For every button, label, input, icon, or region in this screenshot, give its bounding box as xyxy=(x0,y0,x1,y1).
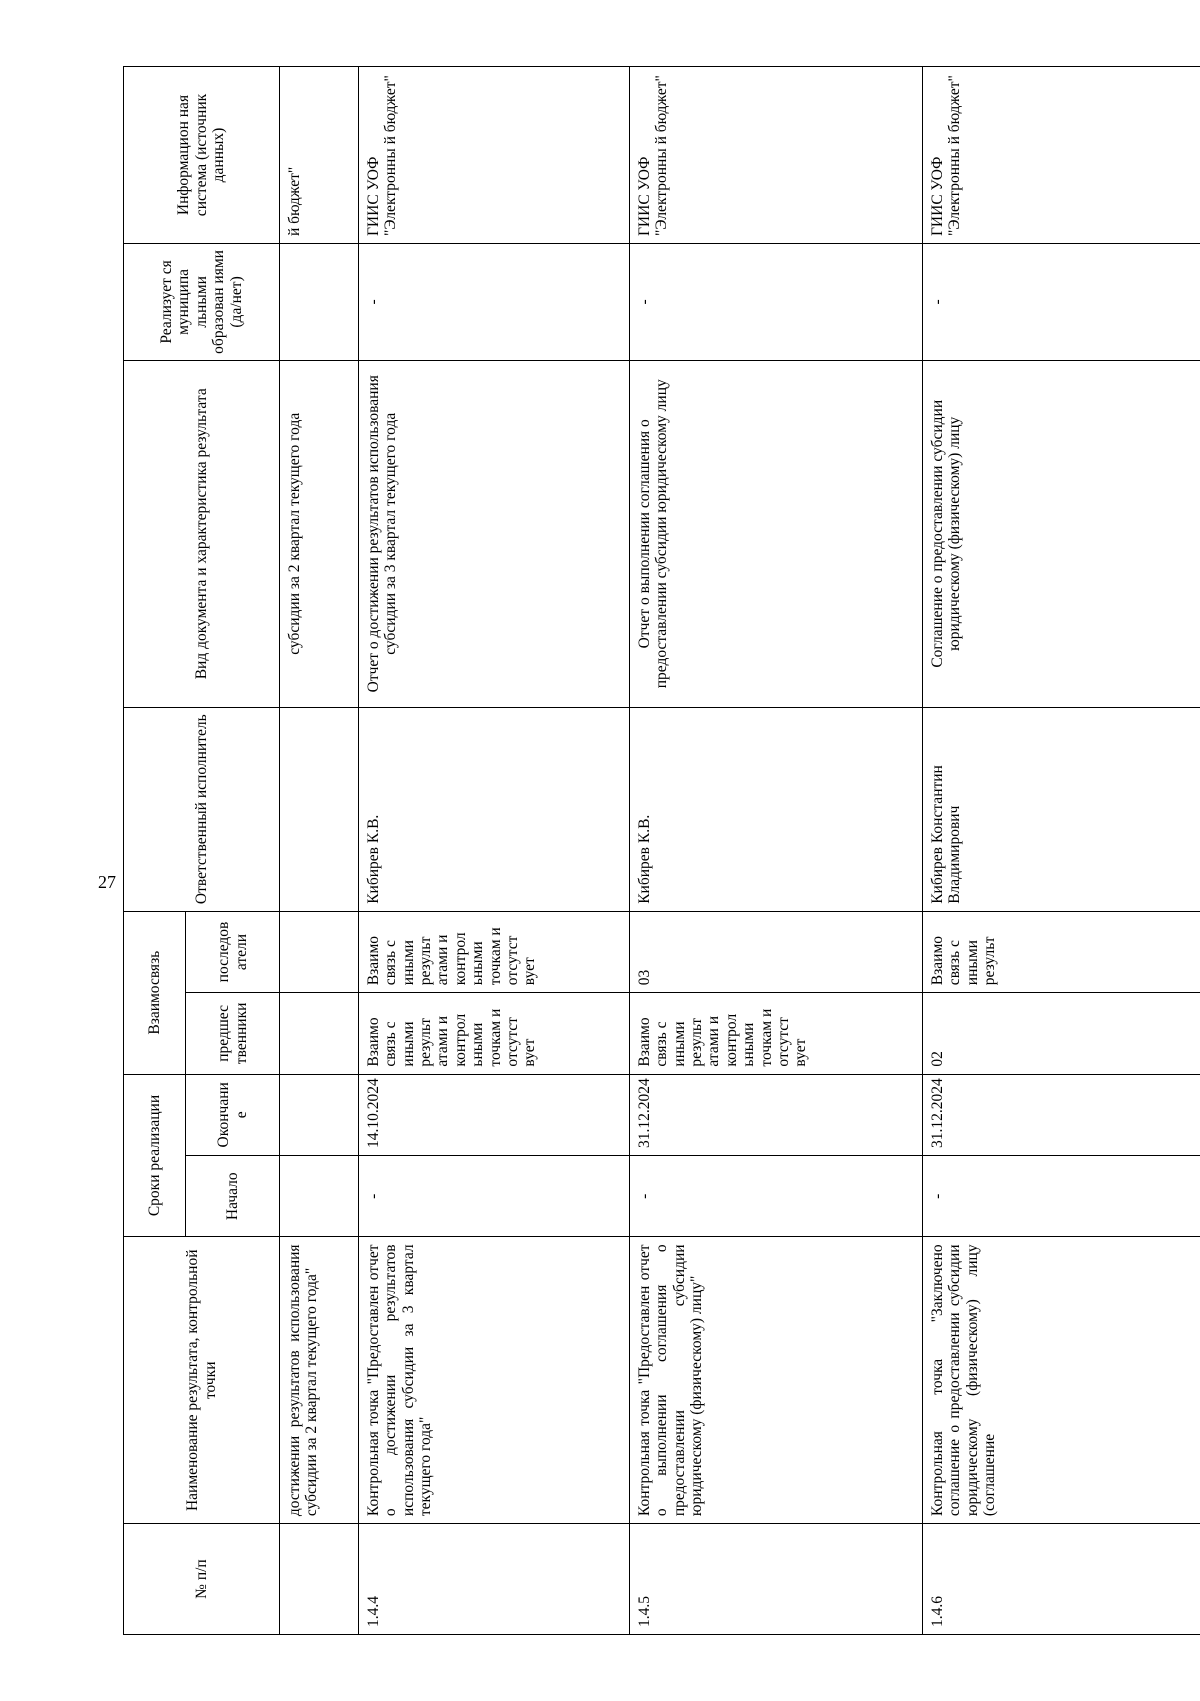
cell-start xyxy=(280,1156,359,1237)
cell-end: 31.12.2024 xyxy=(630,1074,923,1155)
header-link: Взаимосвязь xyxy=(124,911,186,1074)
cell-responsible xyxy=(280,707,359,911)
cell-start: - xyxy=(923,1156,1200,1237)
header-pred: предшес твенники xyxy=(186,993,280,1074)
cell-responsible: Кибирев К.В. xyxy=(359,707,630,911)
cell-responsible: Кибирев К.В. xyxy=(630,707,923,911)
header-start: Начало xyxy=(186,1156,280,1237)
page-number: 27 xyxy=(98,872,116,892)
header-municipal: Реализует ся муниципа льными образован иями (да/нет) xyxy=(124,244,280,361)
header-responsible: Ответственный исполнитель xyxy=(124,707,280,911)
table-row xyxy=(280,67,359,1635)
cell-num: 1.4.5 xyxy=(630,1524,923,1635)
rotated-table-container xyxy=(123,66,1200,1635)
cell-start: - xyxy=(630,1156,923,1237)
header-row-1 xyxy=(124,67,186,1635)
table-row xyxy=(923,67,1200,1635)
header-num: № п/п xyxy=(124,1524,280,1635)
cell-succ xyxy=(280,911,359,992)
cell-name: Контрольная точка "Предоставлен отчет о выполнении соглашения о предоставлении субсидии юридическому (физическому) лицу" xyxy=(630,1237,923,1524)
cell-name: Контрольная точка "Предоставлен отчет о достижении результатов использования субсидии за 3 квартал текущего года" xyxy=(359,1237,630,1524)
table-row xyxy=(359,67,630,1635)
cell-info: ГИИС УОФ "Электронны й бюджет" xyxy=(630,67,923,244)
cell-num xyxy=(280,1524,359,1635)
cell-start: - xyxy=(359,1156,630,1237)
header-dates: Сроки реализации xyxy=(124,1074,186,1237)
cell-municipal: - xyxy=(923,244,1200,361)
cell-doc: субсидии за 2 квартал текущего года xyxy=(280,360,359,707)
cell-info: ГИИС УОФ "Электронны й бюджет" xyxy=(359,67,630,244)
cell-succ: 03 xyxy=(630,911,923,992)
header-succ: последов атели xyxy=(186,911,280,992)
cell-doc: Отчет о выполнении соглашения о предоставлении субсидии юридическому лицу xyxy=(630,360,923,707)
cell-municipal: - xyxy=(630,244,923,361)
cell-info: й бюджет" xyxy=(280,67,359,244)
cell-pred xyxy=(280,993,359,1074)
cell-succ: Взаимо связь с иными результ атами и контрол ьными точкам и отсутст вует xyxy=(359,911,630,992)
header-info: Информацион ная система (источник данных) xyxy=(124,67,280,244)
cell-end: 14.10.2024 xyxy=(359,1074,630,1155)
header-name: Наименование результата, контрольной точки xyxy=(124,1237,280,1524)
cell-end xyxy=(280,1074,359,1155)
cell-doc: Соглашение о предоставлении субсидии юридическому (физическому) лицу xyxy=(923,360,1200,707)
cell-pred: Взаимо связь с иными результ атами и контрол ьными точкам и отсутст вует xyxy=(359,993,630,1074)
cell-responsible: Кибирев Константин Владимирович xyxy=(923,707,1200,911)
cell-pred: 02 xyxy=(923,993,1200,1074)
cell-doc: Отчет о достижении результатов использования субсидии за 3 квартал текущего года xyxy=(359,360,630,707)
cell-info: ГИИС УОФ "Электронны й бюджет" xyxy=(923,67,1200,244)
cell-pred: Взаимо связь с иными результ атами и контрол ьными точкам и отсутст вует xyxy=(630,993,923,1074)
cell-succ: Взаимо связь с иными результ xyxy=(923,911,1200,992)
cell-municipal xyxy=(280,244,359,361)
cell-name: Контрольная точка "Заключено соглашение о предоставлении субсидии юридическому (физическому) лицу (соглашение xyxy=(923,1237,1200,1524)
cell-end: 31.12.2024 xyxy=(923,1074,1200,1155)
cell-num: 1.4.4 xyxy=(359,1524,630,1635)
cell-num: 1.4.6 xyxy=(923,1524,1200,1635)
header-doc: Вид документа и характеристика результата xyxy=(124,360,280,707)
cell-municipal: - xyxy=(359,244,630,361)
table-row xyxy=(630,67,923,1635)
header-end: Окончани е xyxy=(186,1074,280,1155)
cell-name: достижении результатов использования субсидии за 2 квартал текущего года" xyxy=(280,1237,359,1524)
results-table xyxy=(123,66,1200,1635)
